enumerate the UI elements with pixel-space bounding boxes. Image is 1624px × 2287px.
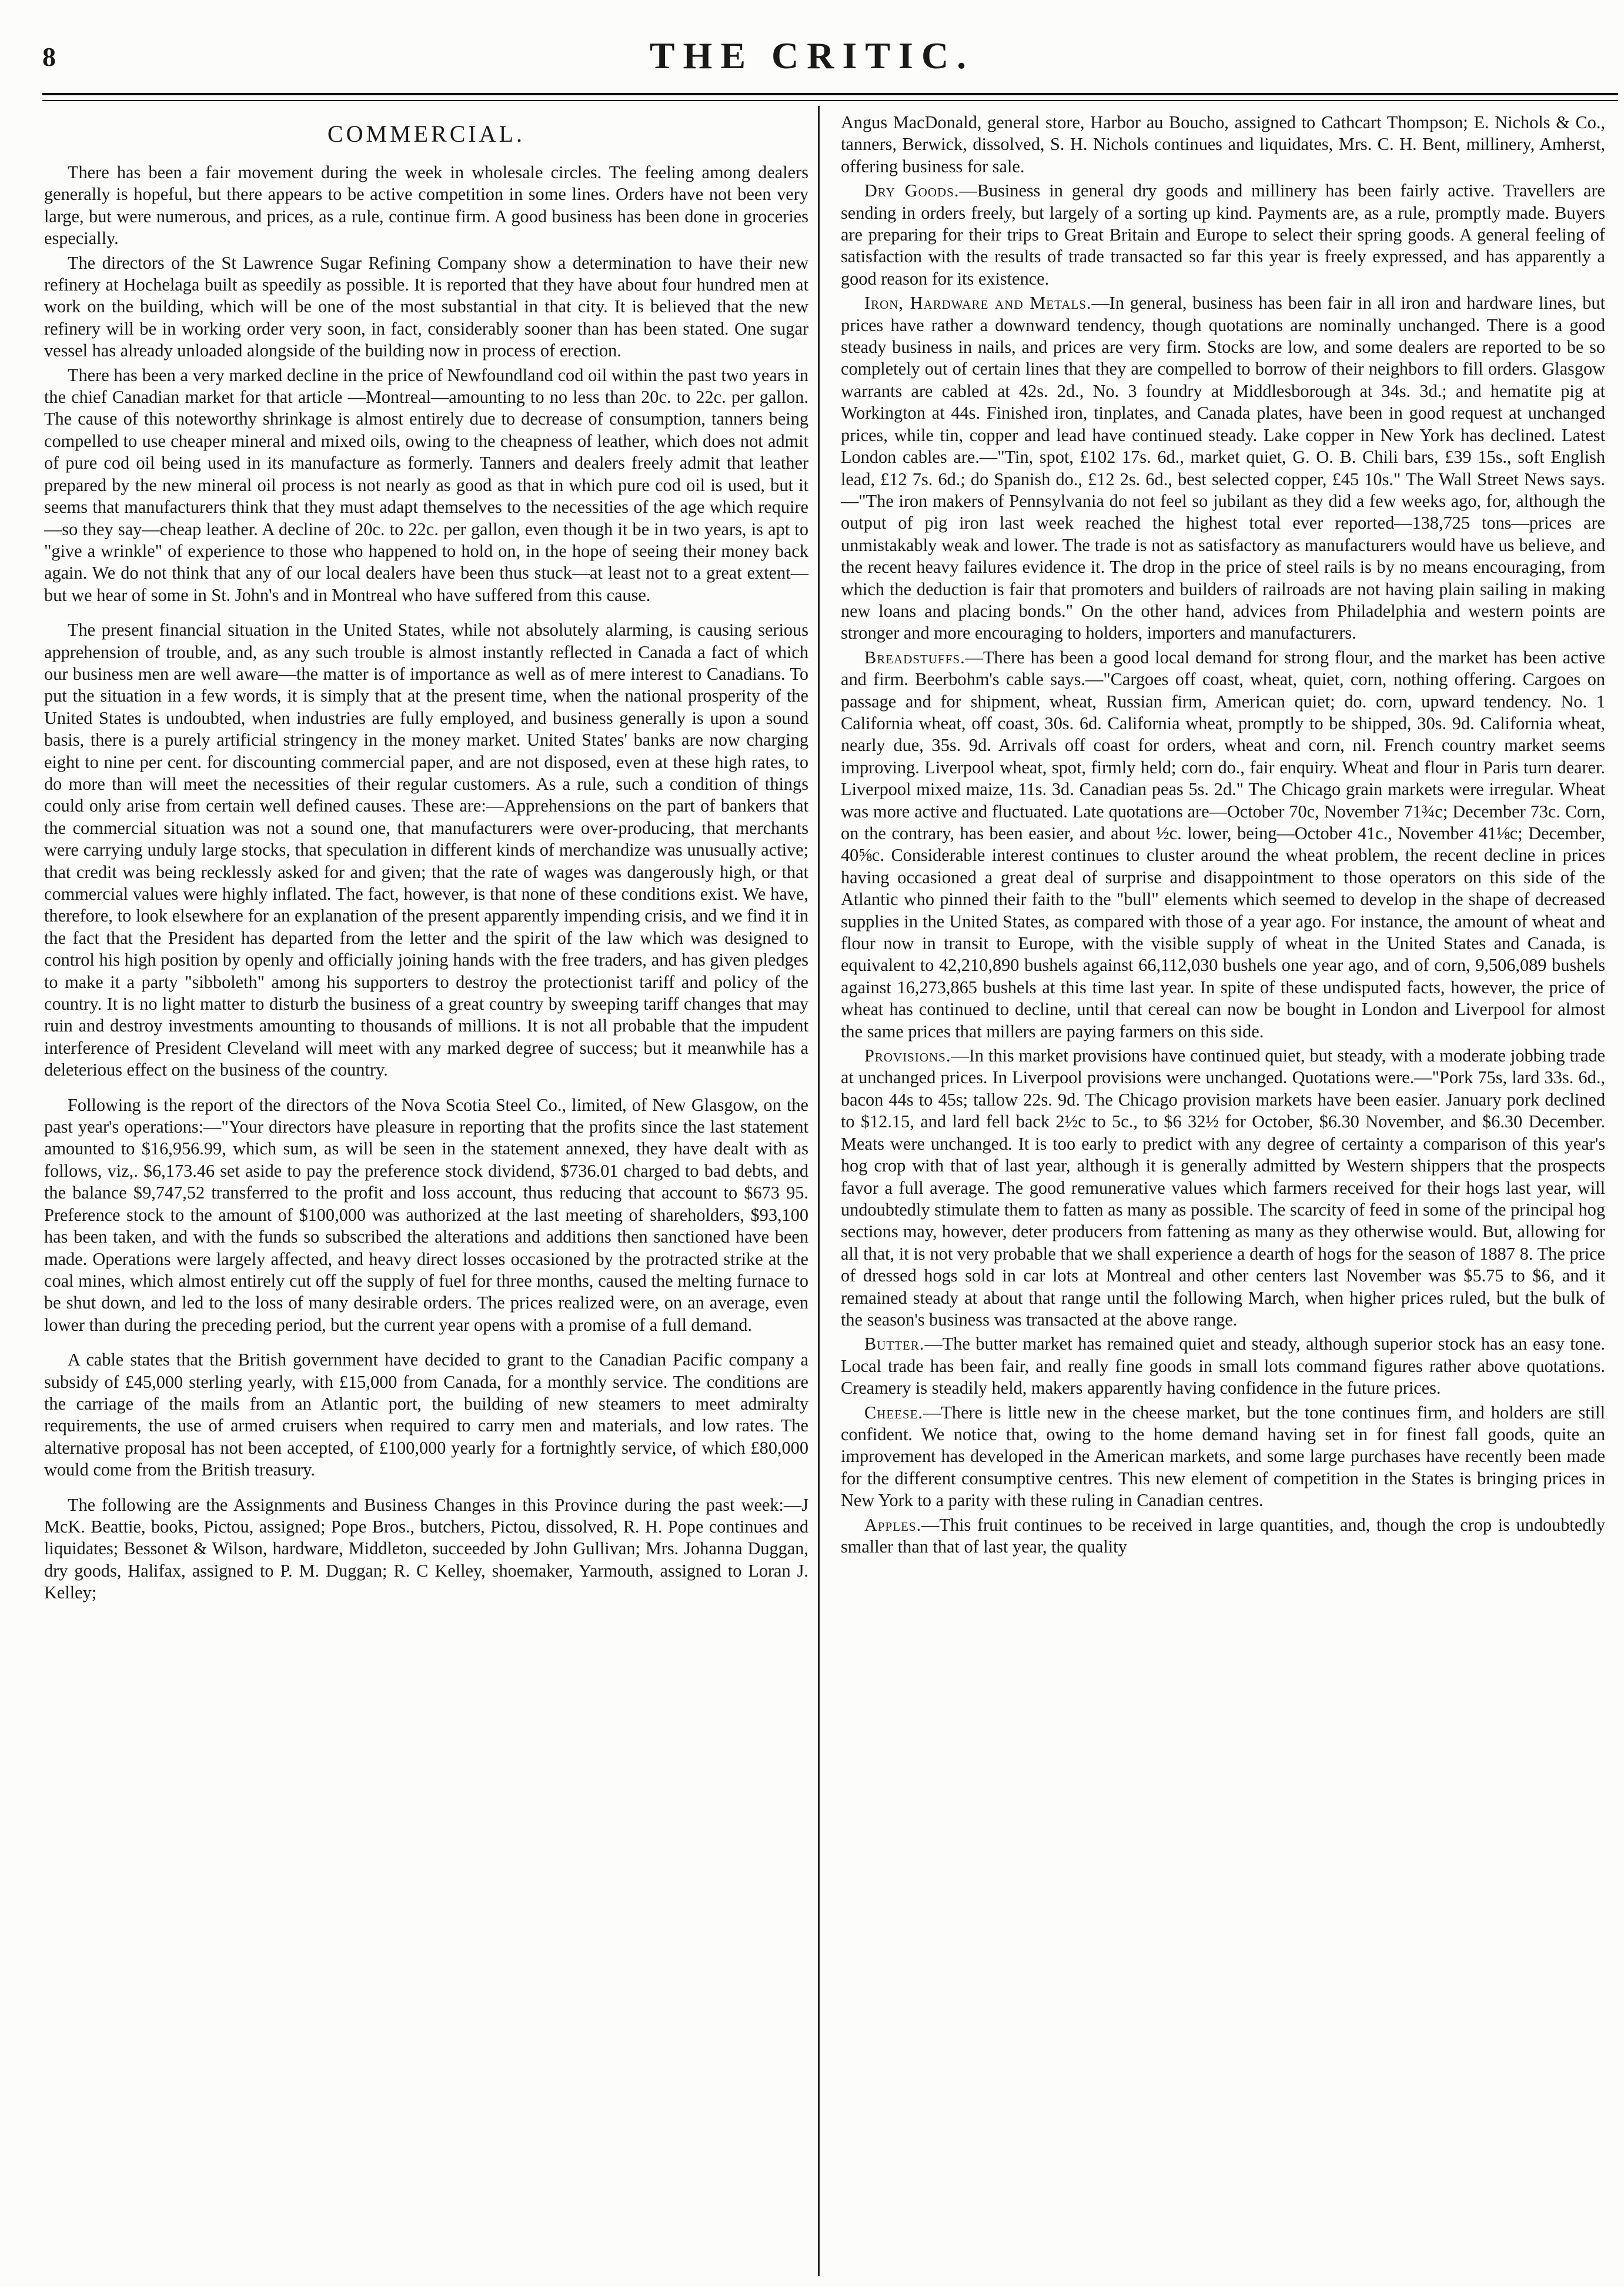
left-column [44, 112, 808, 2264]
paragraph-iron-hardware [841, 292, 1605, 645]
header-rule-thin [42, 100, 1618, 101]
right-column [841, 112, 1605, 2264]
column-divider [818, 106, 820, 2276]
header-rule [42, 93, 1618, 95]
paragraph-us-financial: The present financial situation in the United States, while not absolutely alarming, is causing serious apprehension of trouble, and, as any such trouble is almost instantly reflected in Canada a fact of which our business men are well aware—the matter is of importance as well as of mere interest to Canadians. To put the situation in a few words, it is simply that at the present time, when the national prosperity of the United States is undoubted, when industries are fully employed, and business generally is upon a sound basis, there is a purely artificial stringency in the money market. United States' banks are now charging eight to nine per cent. for discounting commercial paper, and are not disposed, even at these high rates, to do more than will meet the necessities of their regular customers. As a rule, such a condition of things could only arise from certain well defined causes. These are:—Apprehensions on the part of bankers that the commercial situation was not a sound one, that manufacturers were over-producing, that merchants were carrying unduly large stocks, that speculation in different kinds of merchandize was unusually active; that credit was being recklessly asked for and given; that the rate of wages was dangerously high, or that commercial values were highly inflated. The fact, however, is that none of these conditions exist. We have, therefore, to look elsewhere for an explanation of the present apparently impending crisis, and we find it in the fact that the President has departed from the letter and the spirit of the law which was designed to control his high position by openly and officially joining hands with the free traders, and has given pledges to make it a party "sibboleth" among his supporters to destroy the protectionist tariff and policy of the country. It is no light matter to disturb the business of a great country by sweeping tariff changes that may ruin and destroy investments amounting to thousands of millions. It is not all probable that the impudent interference of President Cleveland will meet with any marked degree of success; but it meanwhile has a deleterious effect on the business of the country. [44, 620, 808, 1080]
section-lead: Iron, Hardware and Metals. [864, 293, 1092, 313]
paragraph-cheese [841, 1402, 1605, 1512]
paragraph-steel-co-report: Following is the report of the directors of the Nova Scotia Steel Co., limited, of New Glasgow, on the past year's operations:—"Your directors have pleasure in reporting that the profits since the last statement amounted to $16,956.99, which sum, as will be seen in the statement annexed, they have dealt with as follows, viz,. $6,173.46 set aside to pay the preference stock dividend, $736.01 charged to bad debts, and the balance $9,747,52 transferred to the profit and loss account, thus reducing that account to $673 95. Preference stock to the amount of $100,000 was authorized at the last meeting of shareholders, $93,100 has been taken, and with the funds so subscribed the alterations and additions then sanctioned have been made. Operations were largely affected, and heavy direct losses occasioned by the protracted strike at the coal mines, which almost entirely cut off the supply of fuel for three months, caused the melting furnace to be shut down, and led to the loss of many desirable orders. The prices realized were, on an average, even lower than during the preceding period, but the current year opens with a promise of a full demand. [44, 1094, 808, 1335]
paragraph-breadstuffs [841, 647, 1605, 1043]
paragraph-apples [841, 1514, 1605, 1558]
paragraph-butter [841, 1333, 1605, 1399]
paragraph-text: —In general, business has been fair in all iron and hardware lines, but prices have rather a downward tendency, though quotations are nominally unchanged. There is a good steady business in nails, and prices are very firm. Stocks are low, and some dealers are reported to be so completely out of certain lines that they are compelled to borrow of their neighbors to fill orders. Glasgow warrants are cabled at 42s. 2d., No. 3 foundry at Middlesborough at 34s. 3d.; and hematite pig at Workington at 44s. Finished iron, tinplates, and Canada plates, have been in good request at unchanged prices, while tin, copper and lead have continued steady. Lake copper in New York has declined. Latest London cables are.—"Tin, spot, £102 17s. 6d., market quiet, G. O. B. Chili bars, £39 15s., soft English lead, £12 7s. 6d.; do Spanish do., £12 2s. 6d., best selected copper, £45 10s." The Wall Street News says.—"The iron makers of Pennsylvania do not feel so jubilant as they did a few weeks ago, for, although the output of pig iron last week reached the highest total ever reported—138,725 tons—prices are unmistakably weak and lower. The trade is not as satisfactory as manufacturers would have us believe, and the recent heavy failures evidence it. The drop in the price of steel rails is by no means encouraging, from which the deduction is fair that promoters and builders of railroads are not having plain sailing in making new loans and placing bonds." On the other hand, advices from Philadelphia and western points are stronger and more encouraging to holders, importers and manufacturers. [841, 293, 1605, 643]
paragraph-text: —Business in general dry goods and millinery has been fairly active. Travellers are sending in orders freely, but largely of a sorting up kind. Payments are, as a rule, promptly made. Buyers are preparing for their trips to Great Britain and Europe to select their spring goods. A general feeling of satisfaction with the results of trade transacted so far this year is freely expressed, and has apparently a good reason for its existence. [841, 181, 1605, 289]
paragraph-text: Angus MacDonald, general store, Harbor au Boucho, assigned to Cathcart Thompson; E. Nichols & Co., tanners, Berwick, dissolved, S. H. Nichols continues and liquidates, Mrs. C. H. Bent, millinery, Amherst, offering business for sale. [841, 112, 1605, 176]
paragraph-sugar-refinery: The directors of the St Lawrence Sugar Refining Company show a determination to have their new refinery at Hochelaga built as speedily as possible. It is reported that they have about four hundred men at work on the building, which will be one of the most substantial in that city. It is believed that the new refinery will be in working order very soon, in fact, considerably sooner than has been stated. One sugar vessel has already unloaded alongside of the building now in process of erection. [44, 252, 808, 361]
page-number: 8 [42, 42, 56, 72]
section-lead: Provisions. [864, 1046, 951, 1066]
section-title: COMMERCIAL. [327, 121, 526, 147]
paragraph-assignments: The following are the Assignments and Business Changes in this Province during the past week:—J McK. Beattie, books, Pictou, assigned; Pope Bros., butchers, Pictou, dissolved, R. H. Pope continues and liquidates; Bessonet & Wilson, hardware, Middleton, succeeded by John Gullivan; Mrs. Johanna Duggan, dry goods, Halifax, assigned to P. M. Duggan; R. C Kelley, shoemaker, Yarmouth, assigned to Loran J. Kelley; [44, 1494, 808, 1603]
section-lead: Butter. [864, 1334, 925, 1354]
section-lead: Cheese. [864, 1402, 924, 1423]
paragraph-text: —There is little new in the cheese market, but the tone continues firm, and holders are still confident. We notice that, owing to the home demand having set in for finest fall goods, quite an improvement has developed in the American markets, and some large purchases have recently been made for the different consumptive centres. This new element of competition in the States is bringing prices in New York to a parity with these ruling in Canadian centres. [841, 1402, 1605, 1511]
paragraph-provisions [841, 1045, 1605, 1331]
masthead: THE CRITIC. [649, 35, 975, 76]
paragraph-text: —This fruit continues to be received in large quantities, and, though the crop is undoubtedly smaller than that of last year, the quality [841, 1514, 1605, 1557]
section-lead: Breadstuffs. [864, 647, 965, 667]
paragraph-dry-goods [841, 180, 1605, 290]
paragraph-cod-oil: There has been a very marked decline in the price of Newfoundland cod oil within the past two years in the chief Canadian market for that article —Montreal—amounting to no less than 20c. to 22c. per gallon. The cause of this noteworthy shrinkage is almost entirely due to decrease of consumption, tanners being compelled to use cheaper mineral and mixed oils, owing to the cheapness of leather, which does not admit of pure cod oil being used in its manufacture as formerly. Tanners and dealers freely admit that leather prepared by the new mineral oil process is not nearly as good as that in which pure cod oil is used, but it seems that manufacturers think that they must adapt themselves to the necessities of the age which require—so they say—cheap leather. A decline of 20c. to 22c. per gallon, even though it be in two years, is apt to "give a wrinkle" of experience to those who happened to hold on, in the hope of seeing their money back again. We do not think that any of our local dealers have been thus stuck—at least not to a great extent—but we hear of some in St. John's and in Montreal who have suffered from this cause. [44, 365, 808, 605]
section-lead: Apples. [864, 1514, 922, 1535]
paragraph-cable-subsidy: A cable states that the British government have decided to grant to the Canadian Pacific company a subsidy of £45,000 sterling yearly, with £15,000 from Canada, for a monthly service. The conditions are the carriage of the mails from an Atlantic port, the building of new steamers to meet admiralty requirements, the use of armed cruisers when required to carry men and materials, and low rates. The alternative proposal has not been accepted, of £100,000 yearly for a fortnightly service, of which £80,000 would come from the British treasury. [44, 1350, 808, 1480]
paragraph-overview: There has been a fair movement during the week in wholesale circles. The feeling among dealers generally is hopeful, but there appears to be active competition in some lines. Orders have not been very large, but were numerous, and prices, as a rule, continue firm. A good business has been done in groceries especially. [44, 162, 808, 249]
section-lead: Dry Goods. [864, 181, 960, 201]
paragraph-text: —There has been a good local demand for strong flour, and the market has been active and firm. Beerbohm's cable says.—"Cargoes off coast, wheat, quiet, corn, nothing offering. Cargoes on passage and for shipment, wheat, Russian firm, American quiet; do. corn, upward tendency. No. 1 California wheat, off coast, 30s. 6d. California wheat, promptly to be shipped, 30s. 9d. California wheat, nearly due, 35s. 9d. Arrivals off coast for orders, wheat and corn, nil. French country market seems improving. Liverpool wheat, spot, firmly held; corn do., fair enquiry. Wheat and flour in Paris turn dearer. Liverpool mixed maize, 11s. 3d. Canadian peas 5s. 2d." The Chicago grain markets were irregular. Wheat was more active and fluctuated. Late quotations are—October 70c, November 71¾c; December 73c. Corn, on the contrary, has been easier, and about ½c. lower, being—October 41c., November 41⅛c; December, 40⅝c. Considerable interest continues to cluster around the wheat problem, the recent decline in prices having occasioned a great deal of surprise and disappointment to those operators on this side of the Atlantic who pinned their faith to the "bull" elements which seemed to develop in the shape of decreased supplies in the United States, as compared with those of a year ago. For instance, the amount of wheat and flour now in transit to Europe, with the visible supply of wheat in the United States and Canada, is equivalent to 42,210,890 bushels against 66,112,030 bushels one year ago, and of corn, 9,506,089 bushels against 16,273,865 bushels at this time last year. In spite of these undisputed facts, however, the price of wheat has continued to decline, until that cereal can now be bought in London and Liverpool for almost the same prices that millers are paying farmers on this side. [841, 647, 1605, 1041]
paragraph-text: —In this market provisions have continued quiet, but steady, with a moderate jobbing trade at unchanged prices. In Liverpool provisions were unchanged. Quotations were.—"Pork 75s, lard 33s. 6d., bacon 44s to 45s; tallow 22s. 9d. The Chicago provision markets have been easier. January pork declined to $12.15, and lard fell back 2½c to 5c., to $6 32½ for October, $6.30 November, and $6.30 December. Meats were unchanged. It is too early to predict with any degree of certainty a comparison of this year's hog crop with that of last year, although it is generally admitted by Western shippers that the prospects favor a full average. The good remunerative values which farmers received for their hogs last year, will undoubtedly stimulate them to fatten as many as possible. The scarcity of feed in some of the principal hog sections may, however, deter producers from fattening as many as they otherwise would. But, allowing for all that, it is not very probable that we shall experience a dearth of hogs for the season of 1887 8. The price of dressed hogs sold in car lots at Montreal and other centers last November was $5.75 to $6, and it remained steady at about that range until the following March, when higher prices ruled, but the bulk of the season's business was transacted at the above range. [841, 1046, 1605, 1330]
paragraph-assignments-cont [841, 112, 1605, 178]
paragraph-text: —The butter market has remained quiet and steady, although superior stock has an easy tone. Local trade has been fair, and really fine goods in small lots command figures rather above quotations. Creamery is steadily held, makers apparently having confidence in the future prices. [841, 1334, 1605, 1398]
